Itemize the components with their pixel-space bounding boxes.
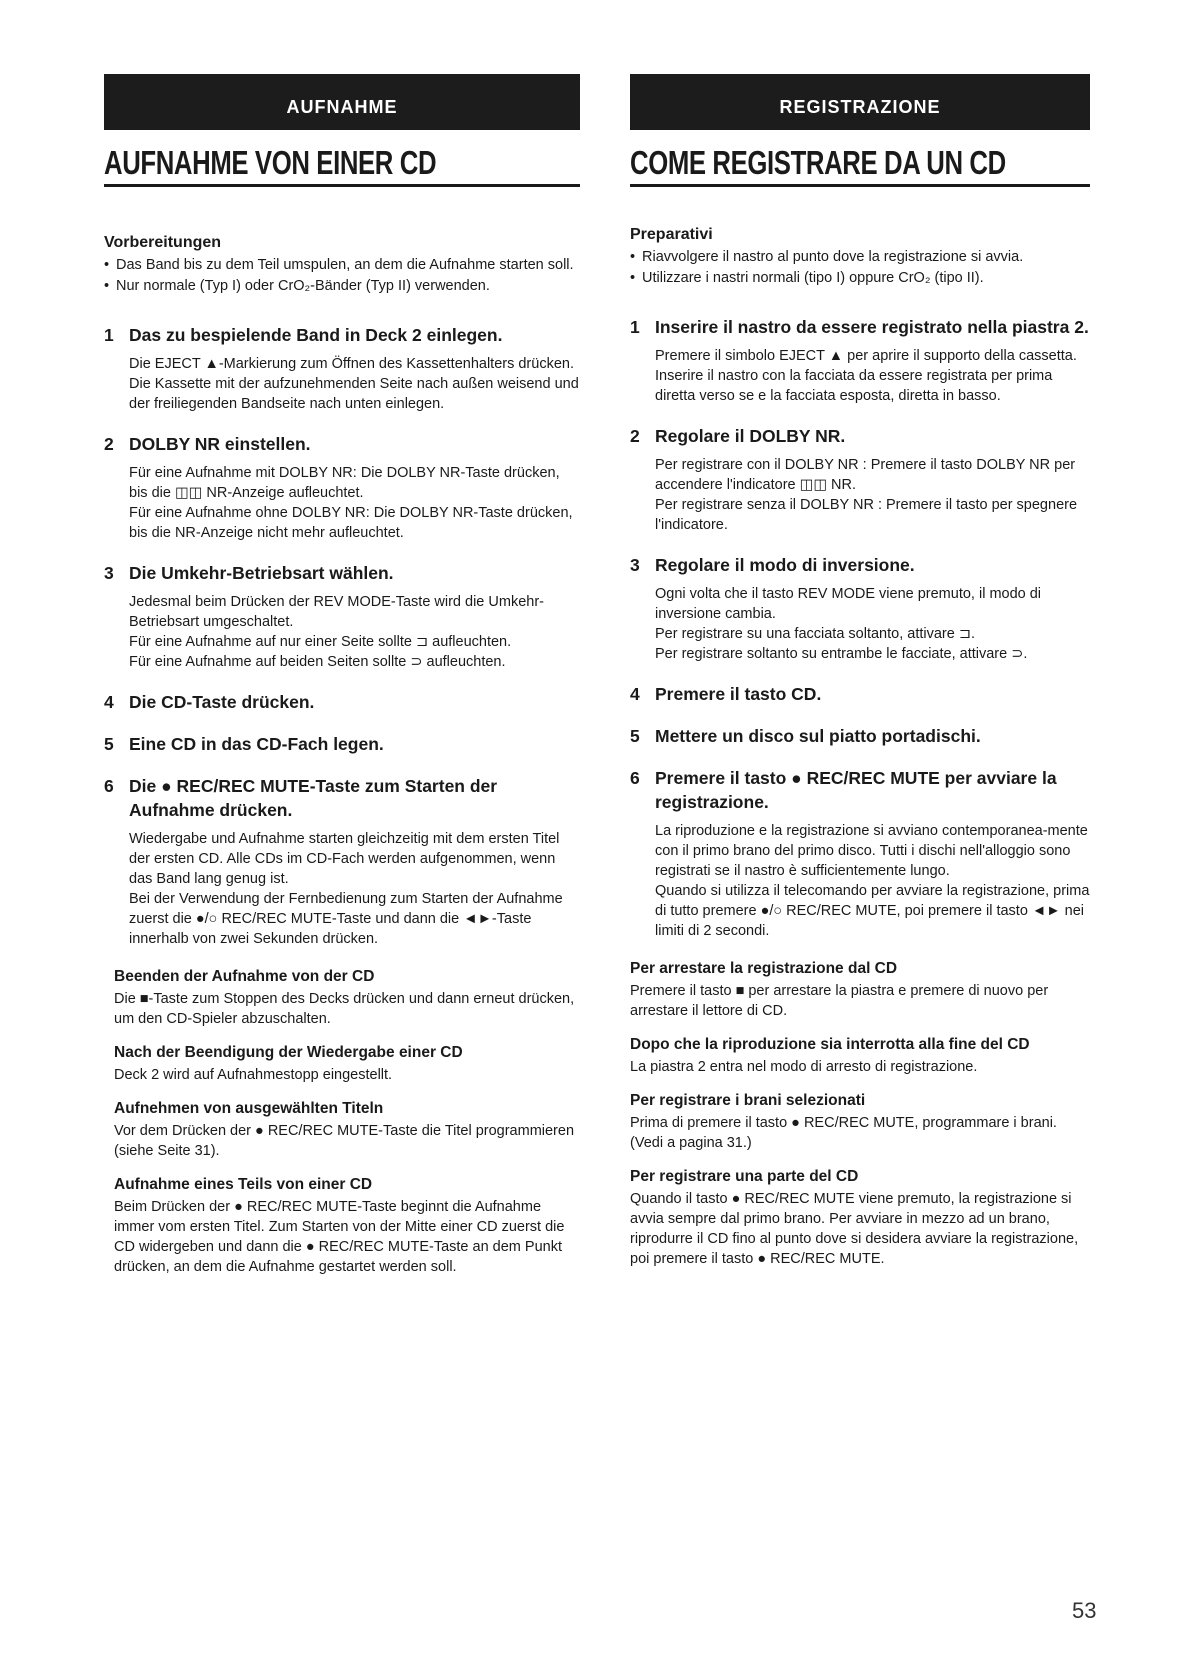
step-2 <box>104 432 580 543</box>
subsection-heading: Aufnehmen von ausgewählten Titeln <box>114 1100 384 1117</box>
preparations-heading: Vorbereitungen <box>104 234 222 251</box>
step-number: 6 <box>630 768 640 788</box>
step-title: Die ● REC/REC MUTE-Taste zum Starten der Aufnahme drücken. <box>129 776 498 820</box>
step-1 <box>104 323 580 414</box>
step-title: Premere il tasto CD. <box>655 684 822 704</box>
preparations-list <box>630 247 1090 289</box>
preparations <box>104 233 580 297</box>
title-divider <box>630 184 1090 187</box>
step-number: 5 <box>104 734 114 754</box>
step-text: Die EJECT ▲-Markierung zum Öffnen des Kassettenhalters drücken. <box>129 356 574 372</box>
subsection <box>630 1091 1090 1153</box>
steps-list <box>104 323 580 949</box>
list-item: • Nur normale (Typ I) oder CrO₂-Bänder (Typ II) verwenden. <box>104 276 580 297</box>
subsection <box>114 1043 580 1085</box>
step-text: Bei der Verwendung der Fernbedienung zum Starten der Aufnahme zuerst die ●/○ REC/REC MUTE-Taste und dann die ◄►-Taste innerhalb von zwei Sekunden drücken. <box>129 891 563 947</box>
subsection-text: Quando il tasto ● REC/REC MUTE viene premuto, la registrazione si avvia sempre dal primo brano. Per avviare in mezzo ad un brano, riprodurre il CD fino al punto dove si desidera avviare la registrazione, poi premere il tasto ● REC/REC MUTE. <box>630 1191 1079 1267</box>
step-text: Premere il simbolo EJECT ▲ per aprire il supporto della cassetta. <box>655 348 1077 364</box>
preparations-heading: Preparativi <box>630 226 713 243</box>
step-text: Per registrare con il DOLBY NR : Premere il tasto DOLBY NR per accendere l'indicatore ◫◫ NR. <box>655 457 1076 493</box>
step-title: Premere il tasto ● REC/REC MUTE per avviare la registrazione. <box>655 768 1057 812</box>
subsection <box>630 959 1090 1021</box>
step-6 <box>630 766 1090 941</box>
step-2 <box>630 424 1090 535</box>
page-number: 53 <box>1072 1598 1097 1623</box>
subsection-text: Premere il tasto ■ per arrestare la piastra e premere di nuovo per arrestare il lettore di CD. <box>630 983 1049 1019</box>
step-text: Inserire il nastro con la facciata da essere registrata per prima diretta verso se e la facciata esposta, diretta in basso. <box>655 368 1053 404</box>
step-5 <box>630 724 1090 748</box>
subsection-text: Deck 2 wird auf Aufnahmestopp eingestellt. <box>114 1067 393 1083</box>
subsection <box>114 967 580 1029</box>
step-title: DOLBY NR einstellen. <box>129 434 311 454</box>
subsection <box>630 1167 1090 1269</box>
step-1 <box>630 315 1090 406</box>
step-text: Für eine Aufnahme auf beiden Seiten sollte ⊃ aufleuchten. <box>129 654 506 670</box>
step-number: 2 <box>630 426 640 446</box>
step-text: Per registrare senza il DOLBY NR : Premere il tasto per spegnere l'indicatore. <box>655 497 1078 533</box>
page-title: AUFNAHME VON EINER CD <box>104 144 437 181</box>
step-title: Regolare il DOLBY NR. <box>655 426 846 446</box>
step-text: Für eine Aufnahme mit DOLBY NR: Die DOLBY NR-Taste drücken, bis die ◫◫ NR-Anzeige aufleuchtet. <box>129 465 560 501</box>
step-title: Eine CD in das CD-Fach legen. <box>129 734 384 754</box>
section-banner: REGISTRAZIONE <box>630 74 1090 130</box>
step-text: Ogni volta che il tasto REV MODE viene premuto, il modo di inversione cambia. <box>655 586 1042 622</box>
step-number: 3 <box>104 563 114 583</box>
subsection-heading: Per arrestare la registrazione dal CD <box>630 960 898 977</box>
step-4 <box>630 682 1090 706</box>
step-number: 5 <box>630 726 640 746</box>
subsection-text: Prima di premere il tasto ● REC/REC MUTE, programmare i brani. (Vedi a pagina 31.) <box>630 1115 1057 1151</box>
step-6 <box>104 774 580 949</box>
subsection <box>630 1035 1090 1077</box>
list-item: • Das Band bis zu dem Teil umspulen, an dem die Aufnahme starten soll. <box>104 255 580 276</box>
subsection-text: Vor dem Drücken der ● REC/REC MUTE-Taste die Titel programmieren (siehe Seite 31). <box>114 1123 575 1159</box>
step-number: 1 <box>630 317 640 337</box>
step-title: Inserire il nastro da essere registrato nella piastra 2. <box>655 317 1089 337</box>
step-3 <box>630 553 1090 664</box>
subsection-text: La piastra 2 entra nel modo di arresto di registrazione. <box>630 1059 978 1075</box>
step-text: Jedesmal beim Drücken der REV MODE-Taste wird die Umkehr-Betriebsart umgeschaltet. <box>129 594 544 630</box>
section-banner: AUFNAHME <box>104 74 580 130</box>
list-item: • Utilizzare i nastri normali (tipo I) oppure CrO₂ (tipo II). <box>630 268 1090 289</box>
step-text: Die Kassette mit der aufzunehmenden Seite nach außen weisend und der freiliegenden Bandseite nach unten einlegen. <box>129 376 579 412</box>
subsection-text: Die ■-Taste zum Stoppen des Decks drücken und dann erneut drücken, um den CD-Spieler abzuschalten. <box>114 991 575 1027</box>
step-title: Das zu bespielende Band in Deck 2 einlegen. <box>129 325 503 345</box>
step-title: Regolare il modo di inversione. <box>655 555 915 575</box>
subsection-heading: Per registrare i brani selezionati <box>630 1092 866 1109</box>
preparations-list <box>104 255 580 297</box>
subsection <box>114 1099 580 1161</box>
preparations <box>630 225 1090 289</box>
subsection-heading: Nach der Beendigung der Wiedergabe einer CD <box>114 1044 463 1061</box>
step-text: Für eine Aufnahme auf nur einer Seite sollte ⊐ aufleuchten. <box>129 634 512 650</box>
subsection-text: Beim Drücken der ● REC/REC MUTE-Taste beginnt die Aufnahme immer vom ersten Titel. Zum Starten von der Mitte einer CD zuerst die CD widergeben und dann die ● REC/REC MUTE-Taste an dem Punkt drücken, an dem die Aufnahme gestartet werden soll. <box>114 1199 565 1275</box>
step-4 <box>104 690 580 714</box>
subsection-heading: Dopo che la riproduzione sia interrotta alla fine del CD <box>630 1036 1030 1053</box>
subsection <box>114 1175 580 1277</box>
step-text: Quando si utilizza il telecomando per avviare la registrazione, prima di tutto premere ●/○ REC/REC MUTE, poi premere il tasto ◄► nei limiti di 2 secondi. <box>655 883 1090 939</box>
italian-column <box>630 74 1090 1269</box>
step-title: Mettere un disco sul piatto portadischi. <box>655 726 981 746</box>
step-5 <box>104 732 580 756</box>
step-text: Per registrare su una facciata soltanto, attivare ⊐. <box>655 626 976 642</box>
step-text: Für eine Aufnahme ohne DOLBY NR: Die DOLBY NR-Taste drücken, bis die NR-Anzeige nicht mehr aufleuchtet. <box>129 505 573 541</box>
step-number: 4 <box>104 692 114 712</box>
german-column <box>104 74 580 1277</box>
page-title: COME REGISTRARE DA UN CD <box>630 144 1006 181</box>
step-number: 4 <box>630 684 640 704</box>
step-number: 2 <box>104 434 114 454</box>
step-text: La riproduzione e la registrazione si avviano contemporanea-mente con il primo brano del primo disco. Tutti i dischi nell'alloggio sono registrati se il nastro è sufficientemente lungo. <box>655 823 1088 879</box>
subsection-heading: Aufnahme eines Teils von einer CD <box>114 1176 373 1193</box>
list-item: • Riavvolgere il nastro al punto dove la registrazione si avvia. <box>630 247 1090 268</box>
step-number: 3 <box>630 555 640 575</box>
step-text: Wiedergabe und Aufnahme starten gleichzeitig mit dem ersten Titel der ersten CD. Alle CDs im CD-Fach werden aufgenommen, wenn das Band lang genug ist. <box>129 831 560 887</box>
title-divider <box>104 184 580 187</box>
step-3 <box>104 561 580 672</box>
step-number: 6 <box>104 776 114 796</box>
step-text: Per registrare soltanto su entrambe le facciate, attivare ⊃. <box>655 646 1028 662</box>
subsection-heading: Beenden der Aufnahme von der CD <box>114 968 375 985</box>
step-title: Die CD-Taste drücken. <box>129 692 315 712</box>
subsection-heading: Per registrare una parte del CD <box>630 1168 859 1185</box>
steps-list <box>630 315 1090 941</box>
step-number: 1 <box>104 325 114 345</box>
step-title: Die Umkehr-Betriebsart wählen. <box>129 563 394 583</box>
